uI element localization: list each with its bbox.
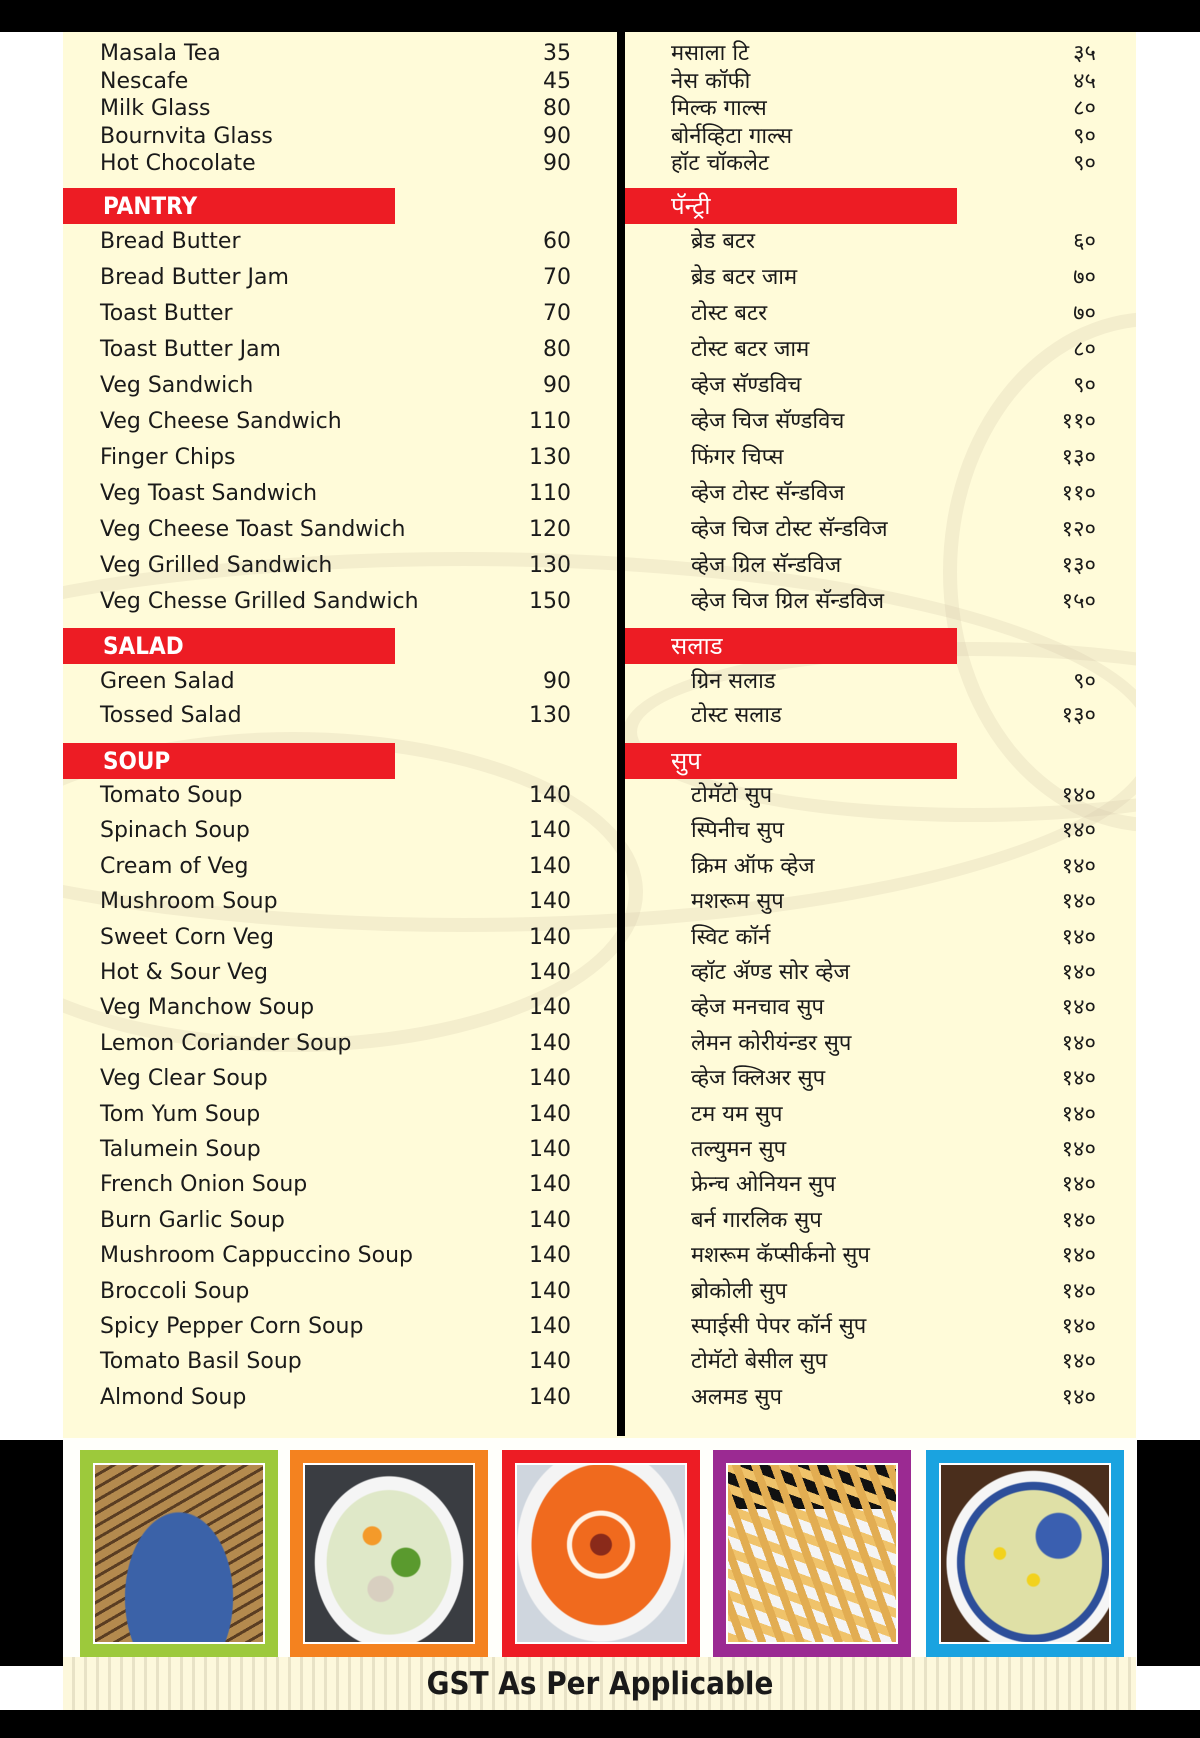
menu-item-price: 140 [529,853,571,879]
section-header-pantry: PANTRY [63,188,395,224]
photo-frame-sandwich [80,1450,278,1657]
menu-item-price: 140 [529,1384,571,1410]
menu-item-name: Spinach Soup [100,818,250,844]
menu-item-price: 140 [529,995,571,1021]
menu-item-name: Masala Tea [100,41,221,66]
menu-item-price: १४० [1061,924,1096,950]
menu-item-name: बर्न गारलिक सुप [691,1207,822,1233]
menu-item-name: फ्रेन्च ओनियन सुप [691,1172,836,1198]
menu-item-price: 140 [529,1172,571,1198]
menu-item-price: ११० [1061,481,1096,506]
menu-item-name: Broccoli Soup [100,1278,250,1304]
menu-item-price: 140 [529,1349,571,1375]
menu-item-price: ९० [1073,373,1096,398]
menu-item-name: Spicy Pepper Corn Soup [100,1314,364,1339]
menu-item-name: ब्रेड बटर जाम [691,265,798,290]
menu-item-name: बोर्नव्हिटा गाल्स [671,123,793,149]
menu-item-name: ब्रोकोली सुप [691,1278,787,1304]
menu-item-price: १४० [1061,1243,1096,1269]
menu-item-price: 140 [529,1207,571,1233]
menu-item-price: 90 [543,373,571,398]
section-header-soup: SOUP [63,743,395,779]
menu-item-price: १४० [1061,1030,1096,1056]
menu-item-name: मिल्क गाल्स [671,96,767,121]
menu-item-price: १४० [1061,783,1096,808]
menu-item-price: ९० [1073,123,1096,149]
menu-item-price: १४० [1061,1137,1096,1162]
menu-item-price: ७० [1073,301,1096,326]
menu-item-price: 130 [529,703,571,728]
menu-item-price: ८० [1073,337,1096,362]
menu-item-price: १४० [1061,889,1096,915]
menu-item-name: Veg Sandwich [100,373,254,398]
menu-item-price: 90 [543,123,571,149]
grilled-sandwich-photo [93,1463,265,1644]
menu-item-name: French Onion Soup [100,1172,308,1198]
photo-frame-tomato-soup [502,1450,700,1657]
left-border-block [0,1440,63,1666]
section-header-salad: सलाड [625,628,957,664]
menu-item-price: 130 [529,553,571,578]
menu-item-price: १४० [1061,1384,1096,1410]
section-header-soup: सुप [625,743,957,779]
menu-item-name: ग्रिन सलाड [691,669,776,694]
menu-item-name: व्हेज क्लिअर सुप [691,1066,826,1092]
menu-item-price: 140 [529,1137,571,1162]
menu-item-price: 140 [529,818,571,844]
menu-item-price: १४० [1061,853,1096,879]
menu-item-name: तल्युमन सुप [691,1137,787,1162]
menu-item-name: Lemon Coriander Soup [100,1030,352,1056]
menu-item-name: Tomato Soup [100,783,243,808]
menu-item-name: स्पिनीच सुप [691,818,784,844]
menu-item-name: व्हेज चिज टोस्ट सॅन्डविज [691,517,888,542]
menu-item-price: 80 [543,96,571,121]
menu-item-name: टोस्ट बटर जाम [691,337,810,362]
menu-item-name: Bread Butter Jam [100,265,289,290]
menu-item-name: Talumein Soup [100,1137,261,1162]
menu-item-name: Bournvita Glass [100,123,273,149]
menu-item-price: १३० [1061,703,1096,728]
menu-item-price: ११० [1061,409,1096,434]
menu-item-name: Veg Manchow Soup [100,995,315,1021]
menu-item-name: टोस्ट सलाड [691,703,782,728]
menu-item-price: 70 [543,301,571,326]
menu-item-price: 140 [529,1278,571,1304]
menu-item-price: १४० [1061,1349,1096,1375]
finger-chips-photo [726,1463,898,1644]
menu-item-price: ७० [1073,265,1096,290]
menu-item-price: १४० [1061,1278,1096,1304]
menu-item-name: Tomato Basil Soup [100,1349,302,1375]
menu-item-name: Sweet Corn Veg [100,924,274,950]
menu-item-price: 110 [529,481,571,506]
menu-item-name: स्विट कॉर्न [691,924,771,950]
menu-item-price: 80 [543,337,571,362]
menu-item-price: १४० [1061,1066,1096,1092]
menu-item-name: Toast Butter [100,301,233,326]
menu-item-name: Green Salad [100,669,235,694]
menu-item-price: १४० [1061,1207,1096,1233]
menu-item-name: Finger Chips [100,445,236,470]
menu-item-name: Bread Butter [100,229,241,254]
menu-item-name: अलमड सुप [691,1384,783,1410]
menu-item-name: फिंगर चिप्स [691,445,784,470]
menu-item-price: 70 [543,265,571,290]
menu-item-name: टम यम सुप [691,1101,783,1127]
menu-item-price: ९० [1073,669,1096,694]
menu-item-price: 140 [529,889,571,915]
right-border-block [1137,1440,1200,1666]
menu-item-price: 140 [529,1101,571,1127]
menu-item-name: व्हेज चिज ग्रिल सॅन्डविज [691,589,885,614]
menu-item-name: Nescafe [100,68,189,94]
menu-item-name: Burn Garlic Soup [100,1207,285,1233]
menu-item-price: १४० [1061,1172,1096,1198]
menu-item-name: Mushroom Cappuccino Soup [100,1243,413,1269]
menu-item-price: १४० [1061,995,1096,1021]
menu-item-price: 45 [543,68,571,94]
menu-item-name: मशरूम सुप [691,889,784,915]
menu-item-name: क्रिम ऑफ व्हेज [691,853,815,879]
photo-frame-corn-soup [926,1450,1124,1657]
menu-item-price: 140 [529,960,571,985]
menu-item-name: Veg Clear Soup [100,1066,268,1092]
menu-item-name: ब्रेड बटर [691,229,755,254]
menu-item-name: Toast Butter Jam [100,337,281,362]
menu-item-price: 140 [529,783,571,808]
menu-item-name: व्हेज मनचाव सुप [691,995,824,1021]
menu-item-name: टोमॅटो बेसील सुप [691,1349,828,1375]
menu-item-name: व्हेज ग्रिल सॅन्डविज [691,553,842,578]
menu-item-name: लेमन कोरीयंन्डर सुप [691,1030,852,1056]
photo-frame-fries [713,1450,911,1657]
menu-item-name: स्पाईसी पेपर कॉर्न सुप [691,1314,867,1339]
menu-item-name: Veg Grilled Sandwich [100,553,333,578]
menu-item-price: 140 [529,924,571,950]
menu-item-name: Hot & Sour Veg [100,960,269,985]
menu-item-name: Hot Chocolate [100,151,256,176]
menu-item-name: Milk Glass [100,96,211,121]
menu-item-name: व्हॉट ॲण्ड सोर व्हेज [691,960,850,985]
menu-item-price: ६० [1073,229,1096,254]
salad-photo [303,1463,475,1644]
section-header-salad: SALAD [63,628,395,664]
menu-item-price: १२० [1061,517,1096,542]
menu-item-name: Almond Soup [100,1384,247,1410]
menu-item-price: ९० [1073,151,1096,176]
menu-item-name: Tossed Salad [100,703,242,728]
menu-item-price: 120 [529,517,571,542]
menu-item-name: व्हेज सॅण्डविच [691,373,802,398]
menu-item-price: १४० [1061,1314,1096,1339]
menu-item-name: व्हेज चिज सॅण्डविच [691,409,845,434]
menu-item-price: १५० [1061,589,1096,614]
menu-item-price: 130 [529,445,571,470]
menu-item-price: १३० [1061,553,1096,578]
menu-item-price: १४० [1061,1101,1096,1127]
sweet-corn-soup-photo [939,1463,1111,1644]
menu-item-price: ३५ [1073,41,1096,66]
menu-item-price: ४५ [1073,68,1096,94]
menu-item-name: टोमॅटो सुप [691,783,773,808]
menu-item-price: ८० [1073,96,1096,121]
menu-item-price: 140 [529,1030,571,1056]
menu-item-name: Veg Cheese Toast Sandwich [100,517,406,542]
menu-item-price: १३० [1061,445,1096,470]
menu-item-price: 60 [543,229,571,254]
menu-item-name: मसाला टि [671,41,750,66]
menu-item-price: 140 [529,1243,571,1269]
menu-item-price: 140 [529,1066,571,1092]
menu-item-name: टोस्ट बटर [691,301,768,326]
section-header-pantry: पॅन्ट्री [625,188,957,224]
tomato-soup-photo [515,1463,687,1644]
menu-item-name: Tom Yum Soup [100,1101,261,1127]
menu-item-name: Veg Chesse Grilled Sandwich [100,589,419,614]
menu-item-name: Cream of Veg [100,853,249,879]
menu-item-name: Mushroom Soup [100,889,278,915]
menu-item-name: Veg Cheese Sandwich [100,409,342,434]
menu-item-price: 90 [543,151,571,176]
menu-item-price: 110 [529,409,571,434]
photo-frame-salad [290,1450,488,1657]
bottom-border [0,1710,1200,1738]
column-divider [617,32,625,1436]
menu-item-name: व्हेज टोस्ट सॅन्डविज [691,481,845,506]
menu-item-price: 35 [543,41,571,66]
top-border [0,0,1200,32]
menu-item-price: 150 [529,589,571,614]
menu-item-price: १४० [1061,960,1096,985]
menu-item-name: नेस कॉफी [671,68,751,94]
gst-note: GST As Per Applicable [426,1666,774,1702]
menu-item-price: 90 [543,669,571,694]
menu-item-name: हॉट चॉकलेट [671,151,770,176]
menu-item-price: 140 [529,1314,571,1339]
menu-item-name: Veg Toast Sandwich [100,481,318,506]
menu-item-price: १४० [1061,818,1096,844]
menu-item-name: मशरूम कॅप्सीर्कनो सुप [691,1243,870,1269]
